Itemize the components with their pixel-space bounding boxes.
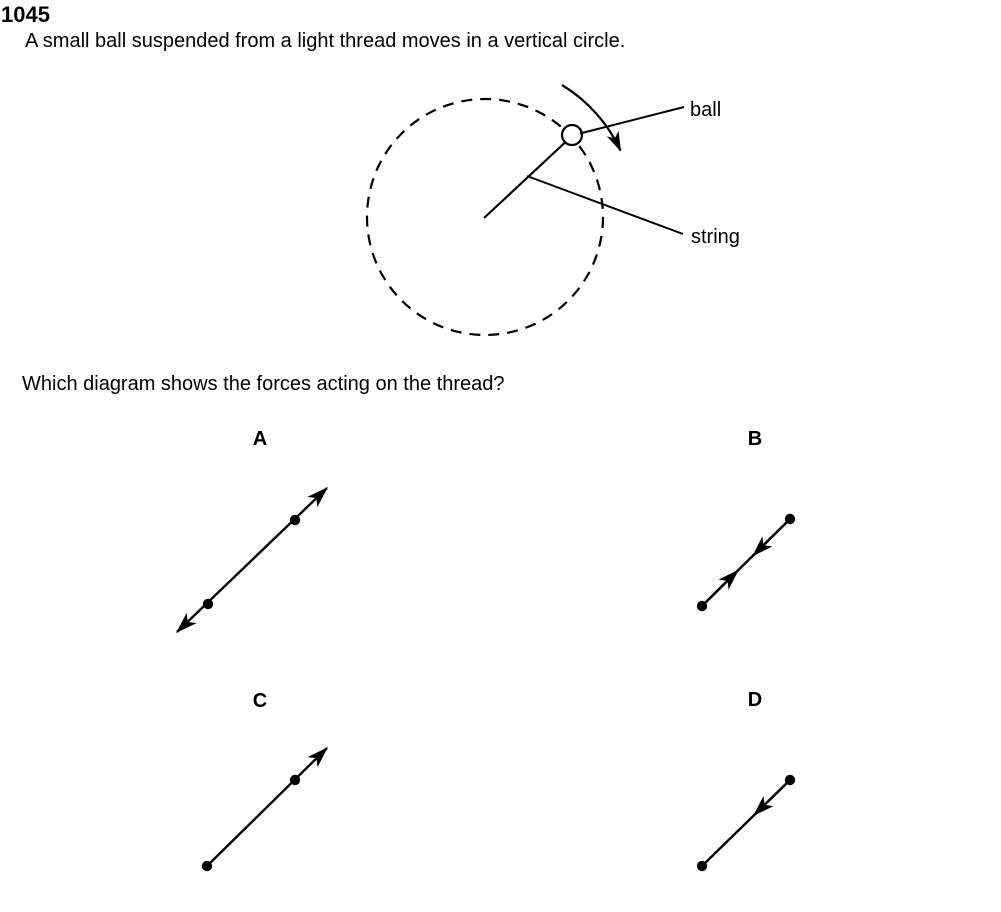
diagram-option-d xyxy=(697,775,795,871)
option-a-lower-dot xyxy=(203,599,213,609)
option-b-upper-dot xyxy=(785,514,795,524)
string-pointer-line xyxy=(527,176,683,234)
diagram-option-c xyxy=(202,748,327,871)
question-text: Which diagram shows the forces acting on the thread? xyxy=(22,373,505,395)
option-c-upper-dot xyxy=(290,775,300,785)
option-d-upper-dot xyxy=(785,775,795,785)
option-c-lower-dot xyxy=(202,861,212,871)
option-label-c: C xyxy=(252,690,268,712)
problem-number: 1045 xyxy=(1,2,50,27)
ball-circle xyxy=(562,125,582,145)
diagram-option-a xyxy=(177,488,327,632)
option-label-d: D xyxy=(747,689,763,711)
option-b-downleft-arrow xyxy=(753,519,790,556)
main-figure xyxy=(343,85,684,335)
option-label-a: A xyxy=(252,428,268,450)
problem-statement: A small ball suspended from a light thread moves in a vertical circle. xyxy=(25,30,626,52)
diagram-option-b xyxy=(697,514,795,611)
option-b-lower-dot xyxy=(697,601,707,611)
ball-label: ball xyxy=(690,99,722,121)
option-a-force-line xyxy=(177,488,327,632)
option-c-force-line xyxy=(207,748,327,866)
option-a-upper-dot xyxy=(290,515,300,525)
option-b-upright-arrow xyxy=(702,570,738,606)
string-label: string xyxy=(691,226,740,248)
option-d-lower-dot xyxy=(697,861,707,871)
option-label-b: B xyxy=(747,428,763,450)
option-d-downleft-arrow xyxy=(754,780,790,815)
